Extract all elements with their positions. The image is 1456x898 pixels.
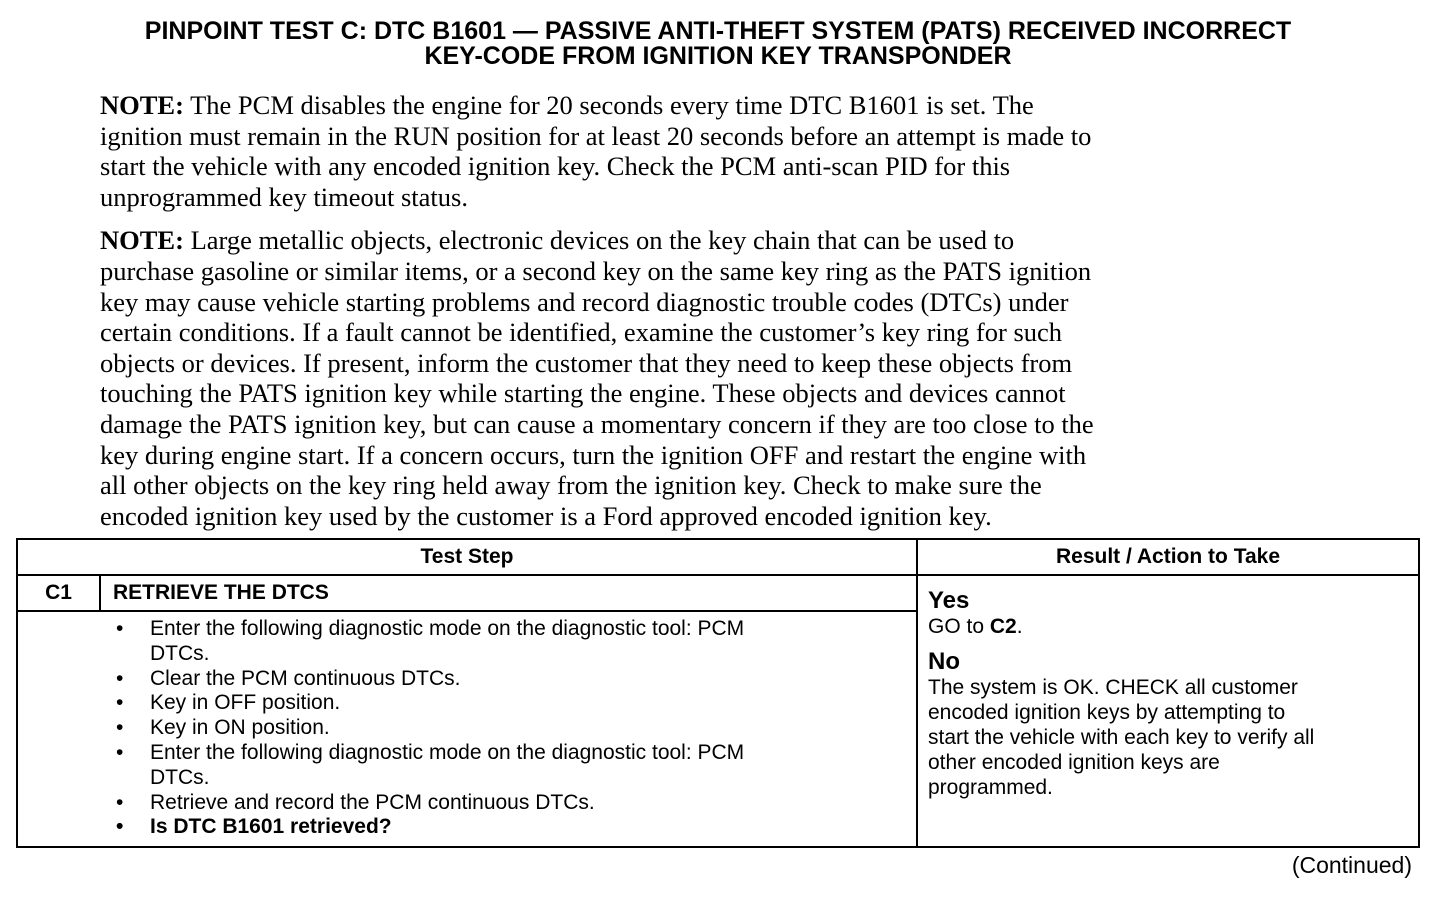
bullet-icon: • bbox=[116, 617, 124, 640]
note-label: NOTE: bbox=[100, 90, 184, 120]
note-label: NOTE: bbox=[100, 225, 184, 256]
yes-action: GO to C2. bbox=[928, 615, 1023, 638]
no-action-line: The system is OK. CHECK all customer bbox=[928, 676, 1298, 699]
step-title-row bbox=[17, 575, 1419, 611]
page-title bbox=[0, 19, 1436, 69]
pinpoint-test-table bbox=[16, 538, 1420, 848]
step-link-c2: C2 bbox=[989, 615, 1017, 638]
result-cell bbox=[917, 575, 1419, 847]
step-id: C1 bbox=[17, 575, 100, 611]
header-result-action: Result / Action to Take bbox=[917, 539, 1419, 575]
action-item-question: • Is DTC B1601 retrieved? bbox=[116, 815, 392, 839]
step-title: RETRIEVE THE DTCS bbox=[100, 575, 917, 611]
action-item: • Enter the following diagnostic mode on the diagnostic tool: PCM DTCs. bbox=[116, 617, 745, 665]
title-line-1: PINPOINT TEST C: DTC B1601 — PASSIVE ANTI-THEFT SYSTEM (PATS) RECEIVED INCORRECT bbox=[144, 17, 1292, 45]
action-list bbox=[18, 612, 916, 840]
bullet-icon: • bbox=[116, 691, 124, 715]
table-header-row bbox=[17, 539, 1419, 575]
bullet-icon: • bbox=[116, 740, 124, 764]
continued-label: (Continued) bbox=[1291, 852, 1412, 878]
no-action-line: encoded ignition keys by attempting to bbox=[928, 701, 1286, 724]
bullet-icon: • bbox=[116, 815, 124, 839]
bullet-icon: • bbox=[116, 790, 124, 814]
action-item: • Key in ON position. bbox=[116, 716, 330, 740]
no-action-line: programmed. bbox=[928, 776, 1053, 799]
bullet-icon: • bbox=[116, 716, 124, 740]
action-item: • Clear the PCM continuous DTCs. bbox=[116, 666, 461, 690]
bullet-icon: • bbox=[116, 666, 124, 690]
step-actions-cell bbox=[17, 611, 917, 847]
no-label: No bbox=[928, 648, 960, 675]
note-2: NOTE: Large metallic objects, electronic devices on the key chain that can be used to purchase gasoline or similar items, or a second key on the same key ring as the PATS ignition key may cause vehicle starting problems and record diagnostic trouble codes (DTCs) under certain conditions. If a fault cannot be identified, examine the customer’s key ring for such objects or devices. If present, inform the customer that they need to keep these objects from touching the PATS ignition key while starting the engine. These objects and devices cannot damage the PATS ignition key, but can cause a momentary concern if they are too close to the key during engine start. If a concern occurs, turn the ignition OFF and restart the engine with all other objects on the key ring held away from the ignition key. Check to make sure the encoded ignition key used by the customer is a Ford approved encoded ignition key. bbox=[100, 225, 1094, 531]
note-1: NOTE: The PCM disables the engine for 20 seconds every time DTC B1601 is set. The ignition must remain in the RUN position for at least 20 seconds before an attempt is made to start the vehicle with any encoded ignition key. Check the PCM anti-scan PID for this unprogrammed key timeout status. bbox=[100, 90, 1092, 212]
action-item: • Key in OFF position. bbox=[116, 691, 341, 715]
title-line-2: KEY-CODE FROM IGNITION KEY TRANSPONDER bbox=[424, 42, 1012, 70]
yes-label: Yes bbox=[928, 587, 970, 614]
no-action-line: other encoded ignition keys are bbox=[928, 751, 1220, 774]
header-test-step: Test Step bbox=[17, 539, 917, 575]
no-action-line: start the vehicle with each key to verify all bbox=[928, 726, 1315, 749]
notes-section bbox=[100, 90, 1330, 544]
action-item: • Enter the following diagnostic mode on the diagnostic tool: PCM DTCs. bbox=[116, 740, 745, 789]
action-item: • Retrieve and record the PCM continuous DTCs. bbox=[116, 790, 595, 814]
